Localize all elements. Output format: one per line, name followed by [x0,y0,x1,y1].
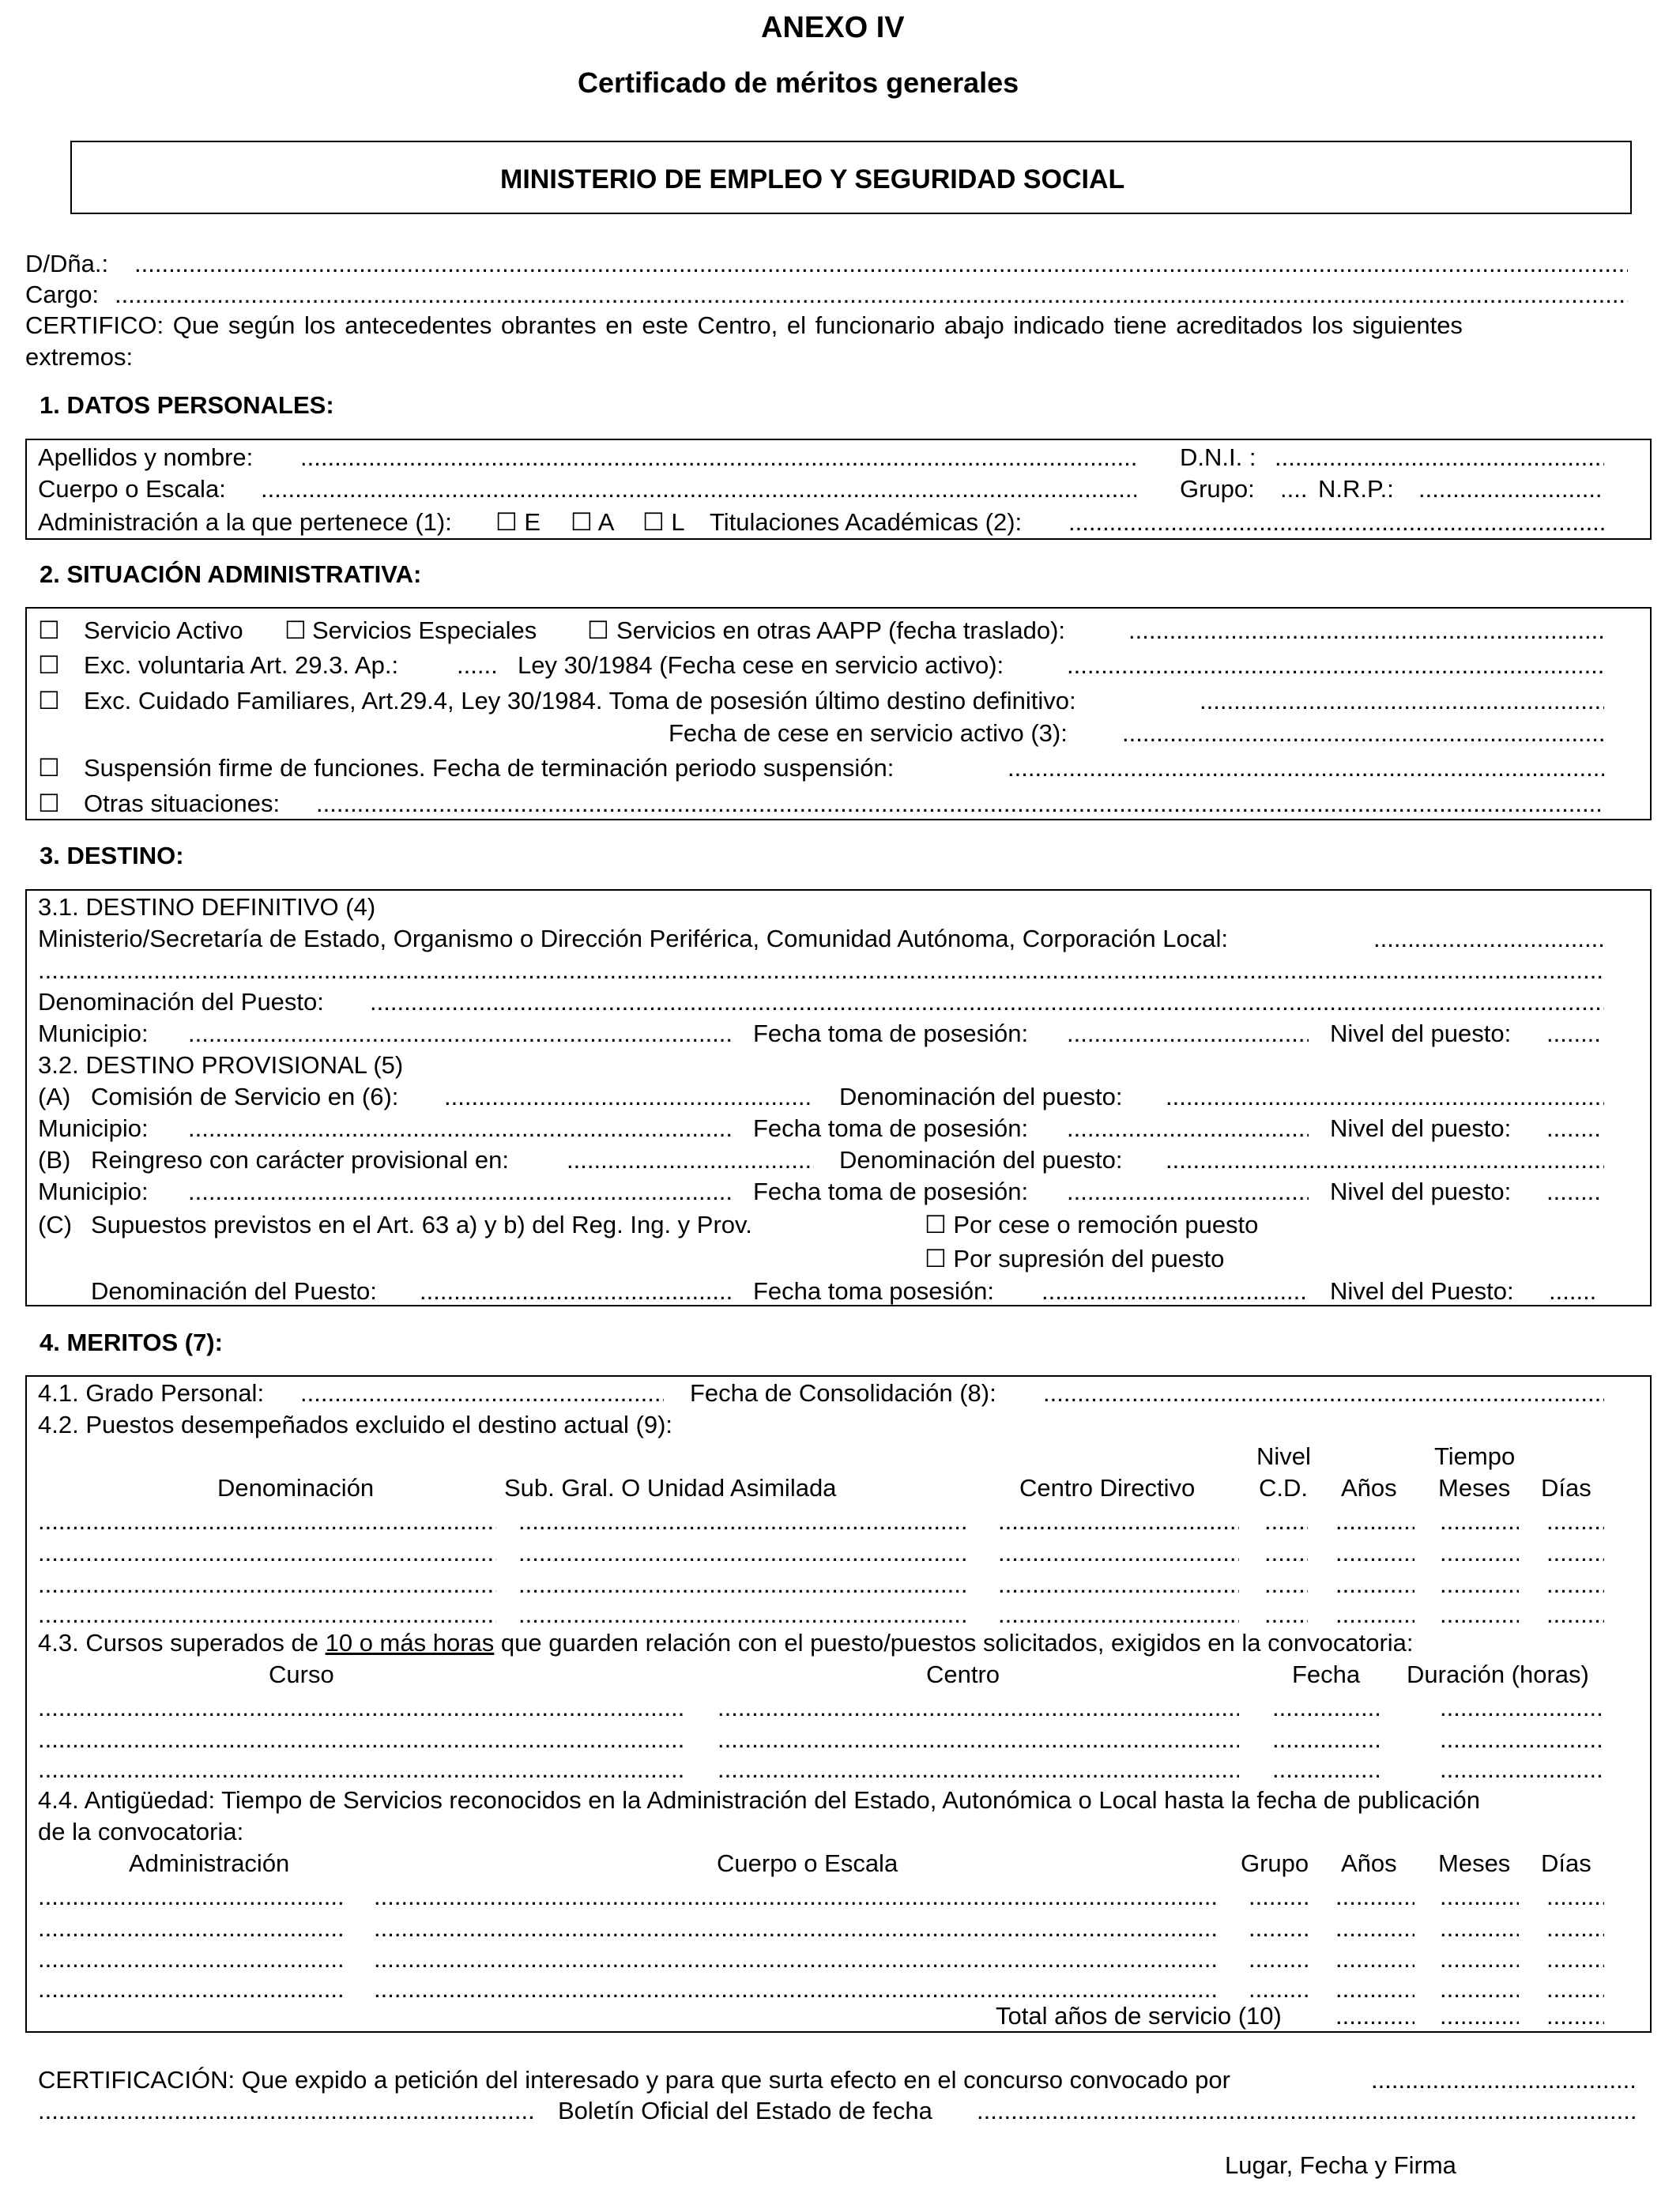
checkbox-exc-cuidado[interactable] [38,688,60,713]
denominacion-c-field[interactable] [420,1279,732,1303]
fecha-c-label: Fecha toma posesión: [753,1277,995,1305]
exc-cuidado-label: Exc. Cuidado Familiares, Art.29.4, Ley 30/1984. Toma de posesión último destino definitivo: [84,687,1076,714]
dona-field[interactable] [134,251,1628,276]
fill-in-field[interactable] [1546,1509,1604,1533]
col-subgral: Sub. Gral. O Unidad Asimilada [504,1474,837,1502]
fill-in-field[interactable] [38,1602,496,1627]
nivel-b-label: Nivel del puesto: [1330,1178,1512,1205]
destino-provisional-heading: 3.2. DESTINO PROVISIONAL (5) [38,1051,404,1079]
comision-label: Comisión de Servicio en (6): [91,1083,399,1110]
section-2-heading: 2. SITUACIÓN ADMINISTRATIVA: [40,560,422,588]
fill-in-field[interactable] [38,1916,342,1940]
fill-in-field[interactable] [1440,1727,1604,1751]
ley-cese-label: Ley 30/1984 (Fecha cese en servicio activo): [518,651,1004,679]
municipio-field[interactable] [188,1021,732,1046]
fill-in-field[interactable] [518,1509,967,1533]
certificacion-field[interactable] [1371,2068,1636,2092]
fill-in-field[interactable] [374,1884,1218,1909]
checkbox-otras-aapp[interactable] [587,618,609,643]
checkbox-servicio-activo[interactable] [38,618,60,643]
cursos-text-pre: 4.3. Cursos superados de [38,1629,326,1657]
fill-in-field[interactable] [38,1727,684,1751]
ministry-name: MINISTERIO DE EMPLEO Y SEGURIDAD SOCIAL [500,164,1125,194]
fill-in-field[interactable] [1440,1509,1519,1533]
fill-in-field[interactable] [1440,1916,1519,1940]
ministry-box [70,141,1632,214]
municipio-label: Municipio: [38,1020,149,1047]
fecha-toma-b-label: Fecha toma de posesión: [753,1178,1029,1205]
fecha-toma-b-field[interactable] [1067,1179,1309,1204]
option-e-label: E [524,508,541,536]
col-anos: Años [1341,1474,1397,1502]
ministerio-label: Ministerio/Secretaría de Estado, Organismo o Dirección Periférica, Comunidad Autónoma, Corporación Local: [38,925,1228,952]
denominacion-a-field[interactable] [1166,1084,1604,1109]
checkbox-servicios-especiales[interactable] [284,618,307,643]
cursos-text-post: que guarden relación con el puesto/puestos solicitados, exigidos en la convocatoria: [494,1629,1414,1657]
fill-in-field[interactable] [1546,1884,1604,1909]
section-3-heading: 3. DESTINO: [40,842,184,869]
grado-field[interactable] [300,1381,664,1405]
dona-label: D/Dña.: [25,250,109,277]
otras-aapp-label: Servicios en otras AAPP (fecha traslado): [616,616,1066,644]
denominacion-puesto-field[interactable] [370,990,1604,1014]
boe-fecha-field[interactable] [977,2098,1636,2123]
nivel-b-field[interactable]: ........ [1546,1178,1601,1205]
section-1-heading: 1. DATOS PERSONALES: [40,391,334,419]
fill-in-field[interactable] [1440,1602,1519,1627]
dni-field[interactable] [1275,445,1604,469]
col-nivel: Nivel [1256,1442,1311,1470]
fill-in-field[interactable] [998,1572,1239,1596]
denominacion-c-label: Denominación del Puesto: [91,1277,377,1305]
servicios-especiales-label: Servicios Especiales [312,616,537,644]
fill-in-field[interactable] [1335,1540,1414,1565]
fill-in-field[interactable] [1440,1947,1519,1971]
fill-in-field[interactable] [1335,1509,1414,1533]
apellidos-label: Apellidos y nombre: [38,443,254,471]
option-b-marker: (B) [38,1146,71,1174]
municipio-b-label: Municipio: [38,1178,149,1205]
municipio-a-label: Municipio: [38,1114,149,1142]
fill-in-field[interactable] [1264,1540,1308,1565]
otras-situaciones-label: Otras situaciones: [84,790,281,817]
fill-in-field[interactable] [38,1947,342,1971]
fill-in-field[interactable] [1546,1977,1604,2001]
suspension-field[interactable] [1008,756,1604,780]
fill-in-field[interactable] [998,1509,1239,1533]
fill-in-field[interactable] [38,1695,684,1720]
fill-in-field[interactable] [1440,1540,1519,1565]
total-meses-field[interactable] [1440,2004,1519,2028]
fill-in-field[interactable] [518,1602,967,1627]
fill-in-field[interactable] [1335,1572,1414,1596]
col-grupo: Grupo [1241,1849,1309,1877]
admin-option-l[interactable] [642,510,685,534]
col-meses-antiguedad: Meses [1438,1849,1511,1877]
exc-voluntaria-label: Exc. voluntaria Art. 29.3. Ap.: [84,651,399,679]
fill-in-field[interactable] [1264,1509,1308,1533]
fecha-toma-a-label: Fecha toma de posesión: [753,1114,1029,1142]
certifico-text-cont: extremos: [25,343,134,371]
consolidacion-field[interactable] [1043,1381,1604,1405]
fill-in-field[interactable] [1272,1727,1379,1751]
fill-in-field[interactable] [374,1947,1218,1971]
servicio-activo-label: Servicio Activo [84,616,243,644]
fill-in-field[interactable] [38,1884,342,1909]
fill-in-field[interactable] [1440,1695,1604,1720]
option-supresion[interactable] [925,1246,1224,1271]
certifico-text: CERTIFICO: Que según los antecedentes obrantes en este Centro, el funcionario abajo indicado tiene acreditados los siguientes [25,311,1463,339]
col-cd: C.D. [1259,1474,1308,1502]
cursos-text-underlined: 10 o más horas [325,1629,495,1657]
fill-in-field[interactable] [1546,1540,1604,1565]
fill-in-field[interactable] [1249,1916,1308,1940]
denominacion-b-label: Denominación del puesto: [839,1146,1123,1174]
cuerpo-field[interactable] [261,477,1136,501]
col-centro-directivo: Centro Directivo [1019,1474,1196,1502]
denominacion-b-field[interactable] [1166,1148,1604,1172]
reingreso-label: Reingreso con carácter provisional en: [91,1146,509,1174]
fill-in-field[interactable] [1264,1572,1308,1596]
fill-in-field[interactable] [1335,1916,1414,1940]
firma-label: Lugar, Fecha y Firma [1225,2151,1456,2179]
fill-in-field[interactable] [998,1602,1239,1627]
fill-in-field[interactable] [374,1916,1218,1940]
fill-in-field[interactable] [1335,1947,1414,1971]
fill-in-field[interactable] [38,1572,496,1596]
total-anos-field[interactable] [1335,2004,1414,2028]
fill-in-field[interactable] [998,1540,1239,1565]
ley-cese-field[interactable] [1067,653,1604,677]
nrp-field[interactable] [1418,477,1604,501]
fill-in-field[interactable] [1335,1602,1414,1627]
nivel-c-label: Nivel del Puesto: [1330,1277,1514,1305]
administracion-label: Administración a la que pertenece (1): [38,508,452,536]
fill-in-field[interactable] [1264,1602,1308,1627]
fill-in-field[interactable] [1546,1947,1604,1971]
antiguedad-label: 4.4. Antigüedad: Tiempo de Servicios reconocidos en la Administración del Estado, Autonómica o Local hasta la fecha de publicación [38,1786,1480,1814]
checkbox-icon [925,1211,947,1238]
checkbox-exc-voluntaria[interactable] [38,653,60,677]
fill-in-field[interactable] [518,1540,967,1565]
cargo-label: Cargo: [25,281,100,308]
comision-field[interactable] [444,1084,814,1109]
exc-cuidado-field[interactable] [1200,688,1604,713]
denominacion-a-label: Denominación del puesto: [839,1083,1123,1110]
col-dias: Días [1541,1474,1591,1502]
nivel-a-label: Nivel del puesto: [1330,1114,1512,1142]
option-cese-remocion[interactable] [925,1212,1258,1237]
col-dias-antiguedad: Días [1541,1849,1591,1877]
fecha-cese-field[interactable] [1122,721,1604,745]
col-anos-antiguedad: Años [1341,1849,1397,1877]
col-administracion: Administración [129,1849,290,1877]
destino-definitivo-heading: 3.1. DESTINO DEFINITIVO (4) [38,893,376,921]
cursos-label [38,1630,1414,1655]
fecha-toma-field[interactable] [1067,1021,1309,1046]
supuestos-label: Supuestos previstos en el Art. 63 a) y b) del Reg. Ing. y Prov. [91,1211,752,1238]
municipio-b-field[interactable] [188,1179,732,1204]
fill-in-field[interactable] [1440,1572,1519,1596]
supresion-label: Por supresión del puesto [953,1245,1225,1272]
fill-in-field[interactable] [1249,1884,1308,1909]
titulaciones-label: Titulaciones Académicas (2): [710,508,1023,536]
otras-aapp-field[interactable] [1128,618,1604,643]
nivel-a-field[interactable]: ........ [1546,1114,1601,1142]
fill-in-field[interactable] [1335,1884,1414,1909]
convocatoria-field[interactable] [38,2098,536,2123]
col-centro: Centro [926,1661,1000,1688]
col-denominacion: Denominación [217,1474,375,1502]
certificacion-text: CERTIFICACIÓN: Que expido a petición del interesado y para que surta efecto en el concurso convocado por [38,2066,1230,2094]
titulaciones-field[interactable] [1068,510,1604,534]
nivel-puesto-label: Nivel del puesto: [1330,1020,1512,1047]
option-a-marker: (A) [38,1083,71,1110]
option-a-label: A [597,508,615,536]
fill-in-field[interactable] [1249,1977,1308,2001]
total-label: Total años de servicio (10) [996,2002,1282,2030]
nrp-label: N.R.P.: [1318,475,1394,503]
fill-in-field[interactable] [1546,1572,1604,1596]
grupo-label: Grupo: [1180,475,1255,503]
checkbox-icon [642,508,665,536]
fill-in-field[interactable] [518,1572,967,1596]
col-meses: Meses [1438,1474,1511,1502]
cuerpo-label: Cuerpo o Escala: [38,475,226,503]
document-title: Certificado de méritos generales [578,66,1019,99]
fill-in-field[interactable] [38,1757,684,1781]
total-dias-field[interactable] [1546,2004,1604,2028]
fill-in-field[interactable] [38,1509,496,1533]
dni-label: D.N.I. : [1180,443,1256,471]
fecha-toma-label: Fecha toma de posesión: [753,1020,1029,1047]
option-l-label: L [671,508,685,536]
boe-label: Boletín Oficial del Estado de fecha [558,2097,932,2124]
col-fecha: Fecha [1292,1661,1361,1688]
exc-voluntaria-field[interactable]: ...... [457,651,498,679]
option-c-marker: (C) [38,1211,73,1238]
ministerio-field-cont[interactable] [38,958,1604,982]
fill-in-field[interactable] [718,1757,1239,1781]
fill-in-field[interactable] [38,1540,496,1565]
admin-option-a[interactable] [571,510,614,534]
fill-in-field[interactable] [718,1727,1239,1751]
municipio-a-field[interactable] [188,1116,732,1140]
fill-in-field[interactable] [1546,1602,1604,1627]
otras-situaciones-field[interactable] [316,791,1604,816]
grupo-field[interactable]: .... [1280,475,1308,503]
fill-in-field[interactable] [374,1977,1218,2001]
fill-in-field[interactable] [1440,1884,1519,1909]
denominacion-puesto-label: Denominación del Puesto: [38,988,324,1016]
fecha-toma-a-field[interactable] [1067,1116,1309,1140]
fill-in-field[interactable] [1440,1977,1519,2001]
fecha-cese-label: Fecha de cese en servicio activo (3): [669,719,1068,747]
fill-in-field[interactable] [718,1695,1239,1720]
checkbox-icon [495,508,518,536]
checkbox-icon [925,1245,947,1272]
cargo-field[interactable] [115,282,1628,307]
apellidos-field[interactable] [300,445,1136,469]
fill-in-field[interactable] [1272,1757,1379,1781]
checkbox-icon [571,508,593,536]
consolidacion-label: Fecha de Consolidación (8): [690,1379,996,1407]
fill-in-field[interactable] [1546,1916,1604,1940]
col-cuerpo: Cuerpo o Escala [717,1849,898,1877]
puestos-label: 4.2. Puestos desempeñados excluido el destino actual (9): [38,1411,673,1438]
nivel-puesto-field[interactable]: ........ [1546,1020,1601,1047]
col-duracion: Duración (horas) [1407,1661,1589,1688]
nivel-c-field[interactable]: ....... [1549,1277,1597,1305]
ministerio-field[interactable] [1373,926,1604,951]
admin-option-e[interactable] [495,510,541,534]
fill-in-field[interactable] [38,1977,342,2001]
fill-in-field[interactable] [1335,1977,1414,2001]
antiguedad-label-cont: de la convocatoria: [38,1818,244,1845]
checkbox-suspension[interactable] [38,756,60,780]
annex-title: ANEXO IV [761,11,905,44]
checkbox-otras-situaciones[interactable] [38,791,60,816]
cese-remocion-label: Por cese o remoción puesto [953,1211,1259,1238]
fill-in-field[interactable] [1440,1757,1604,1781]
reingreso-field[interactable] [567,1148,814,1172]
fill-in-field[interactable] [1249,1947,1308,1971]
fill-in-field[interactable] [1272,1695,1379,1720]
col-curso: Curso [269,1661,334,1688]
col-tiempo: Tiempo [1434,1442,1516,1470]
fecha-c-field[interactable] [1042,1279,1309,1303]
suspension-label: Suspensión firme de funciones. Fecha de terminación periodo suspensión: [84,754,895,782]
section-4-heading: 4. MERITOS (7): [40,1329,223,1356]
grado-label: 4.1. Grado Personal: [38,1379,265,1407]
